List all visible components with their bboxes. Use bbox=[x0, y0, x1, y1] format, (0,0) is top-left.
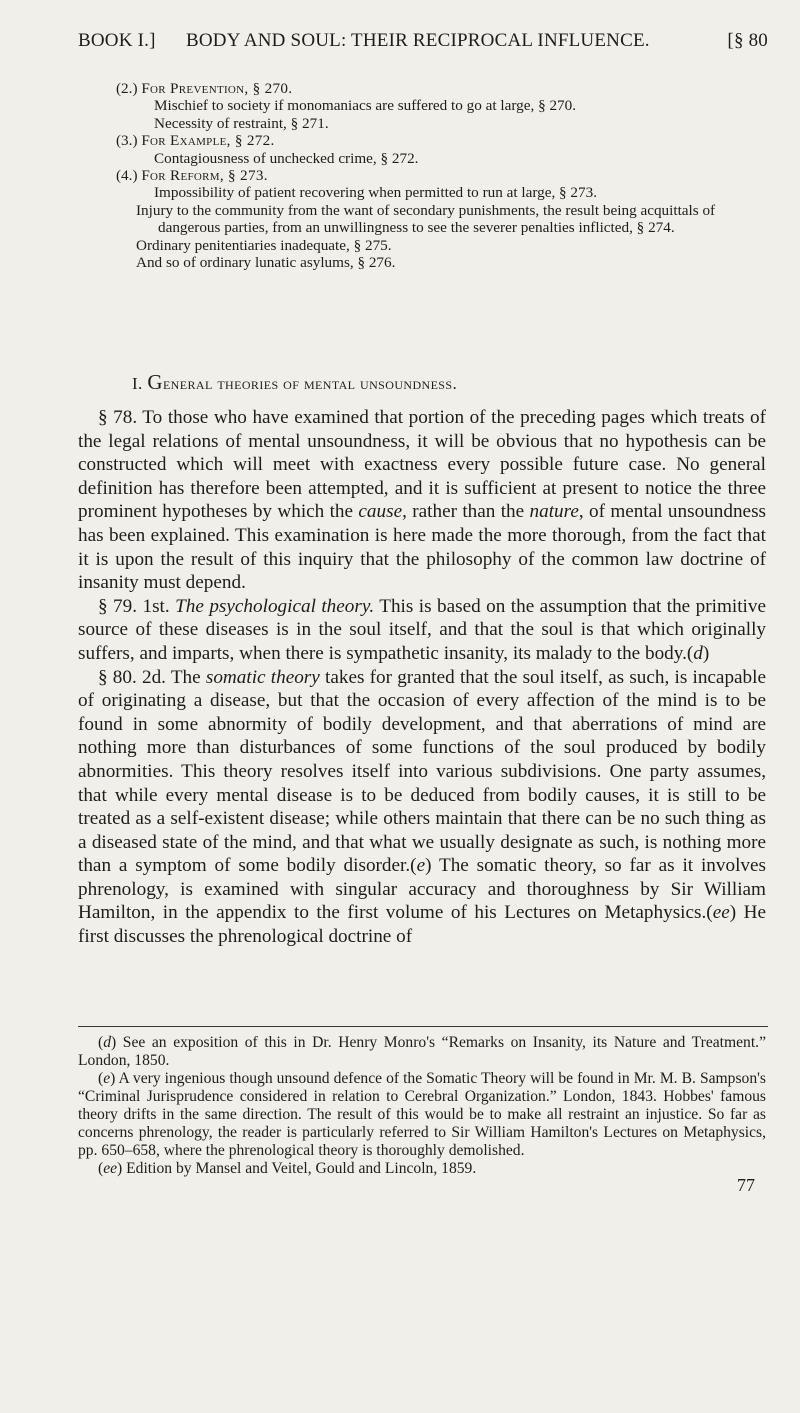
page-number: 77 bbox=[737, 1175, 755, 1195]
outline-number: (4.) bbox=[116, 167, 138, 185]
footnote-text: See an exposition of this in Dr. Henry Monro's “Remarks on Insanity, its Nature and Treatment.” London, 1850. bbox=[78, 1034, 766, 1069]
outline-entry: Necessity of restraint, § 271. bbox=[154, 114, 329, 132]
footnote: (d) See an exposition of this in Dr. Henry Monro's “Remarks on Insanity, its Nature and Treatment.” London, 1850. bbox=[78, 1034, 766, 1069]
paragraph-78: § 78. To those who have examined that portion of the preceding pages which treats of the legal relations of mental unsoundness, it will be obvious that no hypothesis can be constructed which will meet with exactness every possible future case. No general definition has therefore been attempted, and it is sufficient at present to notice the three prominent hypotheses by which the cause, rather than the nature, of mental unsoundness has been explained. This examination is here made the more thorough, from the fact that it is upon the result of this inquiry that the philosophy of the common law doctrine of insanity must depend. bbox=[78, 407, 767, 594]
section-numeral: I. bbox=[132, 374, 143, 393]
outline-heading bbox=[116, 80, 766, 97]
section-initial: G bbox=[147, 370, 163, 394]
running-head-book: BOOK I.] bbox=[78, 30, 156, 51]
footnote-text: Edition by Mansel and Veitel, Gould and Lincoln, 1859. bbox=[122, 1160, 477, 1177]
running-head-title: BODY AND SOUL: THEIR RECIPROCAL INFLUENCE. bbox=[186, 30, 650, 51]
emphasis-cause: cause bbox=[358, 501, 403, 523]
body-text bbox=[78, 406, 766, 949]
chapter-outline bbox=[116, 80, 766, 271]
outline-heading bbox=[116, 132, 766, 149]
outline-entry: Ordinary penitentiaries inadequate, § 275. bbox=[136, 236, 392, 254]
outline-entry: And so of ordinary lunatic asylums, § 276. bbox=[136, 254, 396, 272]
paragraph-79: § 79. 1st. The psychological theory. This is based on the assumption that the primitive source of these diseases is in the soul itself, and that the soul is that which originally suffers, and imparts, when there is sympathetic insanity, its malady to the body.(d) bbox=[78, 595, 766, 664]
running-head-section: [§ 80 bbox=[727, 30, 768, 51]
footnote-ref-ee[interactable]: ee bbox=[712, 902, 730, 924]
outline-heading bbox=[116, 167, 766, 184]
footnote-rule bbox=[78, 1026, 768, 1027]
footnote-ref-d[interactable]: d bbox=[693, 642, 703, 664]
running-head bbox=[78, 30, 768, 56]
emphasis-somatic-theory: somatic theory bbox=[205, 666, 320, 688]
emphasis-nature: nature bbox=[529, 501, 579, 523]
footnote-mark: ee bbox=[103, 1160, 118, 1177]
footnote-text: A very ingenious though unsound defence of the Somatic Theory will be found in Mr. M. B. Sampson's “Criminal Jurisprudence considered in relation to Cerebral Organization.” London, 1843. Hobbes' famous theory drifts in the same direction. The result of this would be to make all restraint an injustice. So far as concerns phrenology, the reader is particularly referred to Sir William Hamilton's Lectures on Metaphysics, pp. 650–658, where the phrenological theory is thoroughly demolished. bbox=[78, 1070, 766, 1159]
footnotes bbox=[78, 1034, 766, 1178]
section-heading bbox=[132, 370, 772, 395]
section-title: eneral theories of mental unsoundness. bbox=[162, 374, 458, 393]
paragraph-80: § 80. 2d. The somatic theory takes for granted that the soul itself, as such, is incapable of originating a disease, but that the occasion of every affection of the mind is to be found in some abnormity of bodily development, and that aberrations of mind are nothing more than disturbances of some functions of the soul produced by bodily abnormities. This theory resolves itself into various subdivisions. One party assumes, that while every mental disease is to be deduced from bodily causes, it is still to be treated as a self-existent disease; while others maintain that there can be no such thing as a diseased state of the mind, and that what we usually designate as such, is nothing more than a symptom of some bodily disorder.(e) The somatic theory, so far as it involves phrenology, is examined with singular accuracy and thoroughness by Sir William Hamilton, in the appendix to the first volume of his Lectures on Metaphysics.(ee) He first discusses the phrenological doctrine of bbox=[78, 666, 767, 948]
footnote-mark: e bbox=[103, 1070, 111, 1087]
outline-label: For Example, § 272. bbox=[141, 132, 275, 150]
footnote: (e) A very ingenious though unsound defence of the Somatic Theory will be found in Mr. M. B. Sampson's “Criminal Jurisprudence considered in relation to Cerebral Organization.” London, 1843. Hobbes' famous theory drifts in the same direction. The result of this would be to make all restraint an injustice. So far as concerns phrenology, the reader is particularly referred to Sir William Hamilton's Lectures on Metaphysics, pp. 650–658, where the phrenological theory is thoroughly demolished. bbox=[78, 1070, 766, 1159]
outline-entry: Injury to the community from the want of secondary punishments, the result being acquittals of dangerous parties, from an unwillingness to see the severer penalties inflicted, § 274. bbox=[136, 201, 716, 237]
outline-entry: Mischief to society if monomaniacs are suffered to go at large, § 270. bbox=[154, 97, 577, 115]
outline-label: For Prevention, § 270. bbox=[141, 80, 293, 97]
footnote-ref-e[interactable]: e bbox=[416, 855, 426, 877]
outline-entry: Contagiousness of unchecked crime, § 272. bbox=[154, 149, 419, 167]
outline-entry: Impossibility of patient recovering when permitted to run at large, § 273. bbox=[154, 184, 598, 202]
footnote-mark: d bbox=[103, 1034, 111, 1051]
emphasis-psychological-theory: The psychological theory. bbox=[175, 595, 375, 617]
outline-number: (2.) bbox=[116, 80, 138, 97]
footnote: (ee) Edition by Mansel and Veitel, Gould and Lincoln, 1859. bbox=[98, 1160, 477, 1177]
outline-number: (3.) bbox=[116, 132, 138, 150]
outline-label: For Reform, § 273. bbox=[141, 167, 268, 185]
